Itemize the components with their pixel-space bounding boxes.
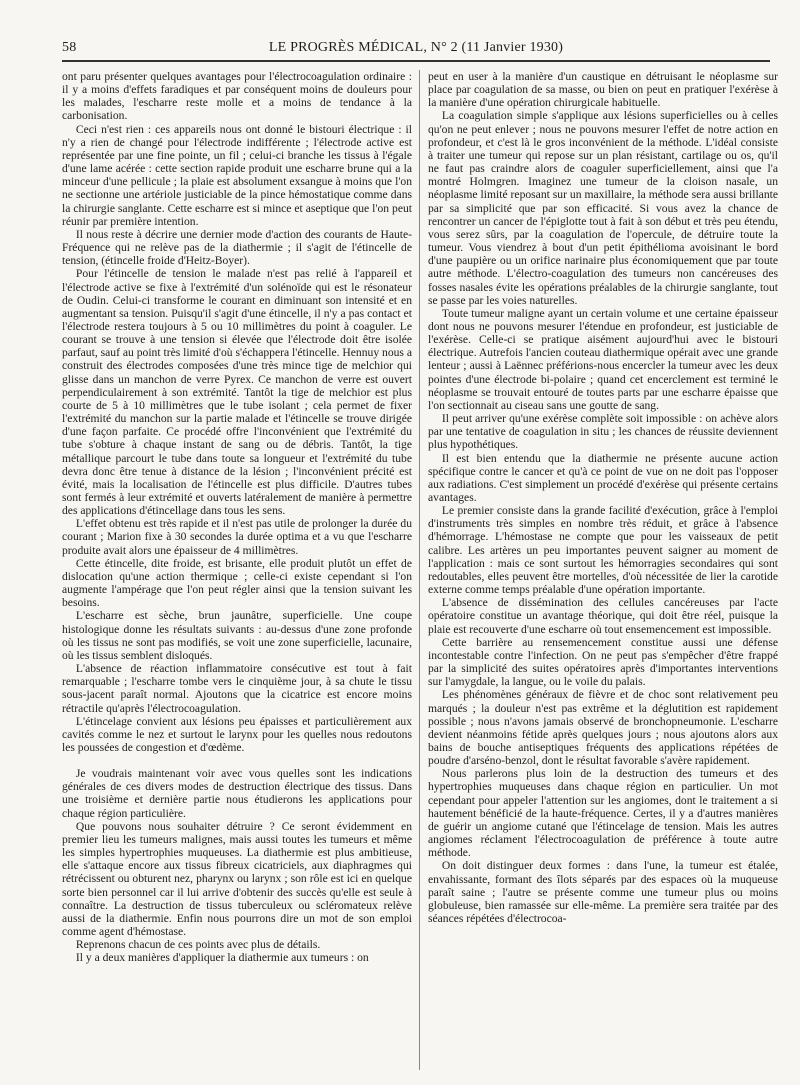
paragraph: Le premier consiste dans la grande facilité d'exécution, grâce à l'emploi d'instruments très simples en nombre très réduit, et grâce à l'absence d'hémorrage. L'hémostase ne compte que pour les vaisseaux de petit calibre. Les artères un peu importantes peuvent saigner au moment de l'application : mais ce sont surtout les hémorragies secondaires qui sont redoutables, elles peuvent être mortelles, d'où nécessitée de lier la carotide externe comme temps préalable d'une opération importante. bbox=[428, 504, 778, 597]
paragraph: peut en user à la manière d'un caustique en détruisant le néoplasme sur place par coagulation de sa masse, ou bien on peut en pratiquer l'exérèse à la manière d'une opération chirurgicale habituelle. bbox=[428, 70, 778, 110]
left-column bbox=[62, 70, 412, 964]
header-rule bbox=[62, 60, 770, 62]
paragraph: Nous parlerons plus loin de la destruction des tumeurs et des hypertrophies muqueuses dans chaque région en particulier. Un mot cependant pour appeler l'attention sur les angiomes, dont le traitement a si hautement bénéficié de la haute-fréquence. Certes, il y a d'autres manières de guérir un angiome cutané que l'étincelage de tension. Mais les autres angiomes réclament l'électrocoagulation de préférence à toute autre méthode. bbox=[428, 767, 778, 860]
paragraph: Cette barrière au rensemencement constitue aussi une défense incontestable contre l'infection. On ne peut pas s'empêcher d'être frappé par la simplicité des suites opératoires après d'importantes interventions sur l'amygdale, la langue, ou le voile du palais. bbox=[428, 635, 778, 689]
column-divider bbox=[419, 70, 420, 1070]
paragraph: L'étincelage convient aux lésions peu épaisses et particulièrement aux cavités comme le nez et surtout le larynx pour les quelles nous redoutons les poussées de congestion et d'œdème. bbox=[62, 714, 412, 754]
paragraph: Reprenons chacun de ces points avec plus de détails. bbox=[75, 938, 321, 952]
paragraph: L'escharre est sèche, brun jaunâtre, superficielle. Une coupe histologique donne les résultats suivants : au-dessus d'une zone profonde où les tissus ne sont pas modifiés, se voit une zone superficielle, lacunaire, où les tissus semblent disloqués. bbox=[62, 609, 412, 662]
running-header bbox=[62, 36, 770, 58]
paragraph: Pour l'étincelle de tension le malade n'est pas relié à l'appareil et l'électrode active se fixe à l'extrémité d'un solénoïde qui est le résonateur de Oudin. Celui-ci transforme le courant en diminuant son intensité et en augmentant sa tension. Puisqu'il s'agit d'une étincelle, il n'y a pas contact et l'électrode restera toujours à 5 ou 10 millimètres du point à coaguler. Le courant se trouve à une tension si élevée que l'électrode doit être isolée parfaut, sauf au point très limité d'où s'échappera l'étincelle. Hennuy nous a construit des électrodes composées d'une très mince tige de melchior qui glisse dans un manchon de verre Pyrex. Ce manchon de verre est ouvert perpendiculairement à son extrémité. Tantôt la tige de melchior est plus courte de 5 à 10 millimètres que le tube isolant ; cela permet de fixer l'extrémité du manchon sur la partie malade et l'étincelle se trouve dirigée d'une façon parfaite. Ce procédé offre l'inconvénient que l'extrémité du tube s'obture à chaque instant de sang ou de débris. Tantôt, la tige métallique parcourt le tube dans toute sa longueur et l'extrémité du tube devra donc être tenue à distance de la lésion ; l'inconvénient précité est évité, mais la localisation de l'étincelle est plus difficile. D'autres tubes sont fermés à leur extrémité et ouverts latéralement de manière à permettre des applications d'étincellage dans tous les sens. bbox=[62, 267, 412, 518]
paragraph: ont paru présenter quelques avantages pour l'électrocoagulation ordinaire : il y a moins d'effets faradiques et par conséquent moins de douleurs pour les malades, l'escharre reste molle et a moins de tendance à la carbonisation. bbox=[62, 70, 412, 123]
paragraph: Ceci n'est rien : ces appareils nous ont donné le bistouri électrique : il n'y a rien de changé pour l'électrode indifférente ; l'électrode active est représentée par une fine pointe, un fil ; celui-ci branche les tissus à l'égale d'une lame acérée : cette section rapide produit une escharre brune qui a la minceur d'une pellicule ; la plaie est absolument exsangue à moins que l'on ne sectionne une artériole justiciable de la pince hémostatique comme dans la chirurgie sanglante. Cette escharre est si mince et aseptique que l'on peut réunir par première intention. bbox=[62, 122, 412, 228]
paragraph: La coagulation simple s'applique aux lésions superficielles ou à celles qu'on ne peut enlever ; nous ne pouvons mesurer l'effet de notre action en profondeur, et c'est là le gros inconvénient de la méthode. L'idéal consiste à traiter une tumeur qui repose sur un plan résistant, cartilage ou os, qu'il ne faut pas craindre alors de coaguler superficiellement, ainsi que l'a montré Holmgren. Imaginez une tumeur de la cloison nasale, un néoplasme limité reposant sur un maxillaire, la méthode sera aussi brillante par sa simplicité que par son efficacité. Si vous avez la chance de rencontrer un cancer de l'épiglotte tout à fait à son début et très peu étendu, vous serez sûrs, par la coagulation de l'opercule, de détruire toute la tumeur. Vous viendrez à bout d'un petit épithélioma avoisinant le bord d'une paupière ou un orifice narinaire plus économiquement que par toute autre méthode. L'électro-coagulation des tumeurs non cancéreuses des fosses nasales évite les opérations préalables de la chirurgie sanglante, tout se passe par les voies naturelles. bbox=[428, 109, 778, 307]
paragraph: L'absence de réaction inflammatoire consécutive est tout à fait remarquable ; l'escharre tombe vers le cinquième jour, à sa chute le tissu sous-jacent paraît normal. Ajoutons que la cicatrice est encore moins rétractile qu'après l'électrocoagulation. bbox=[62, 662, 412, 715]
paragraph: Les phénomènes généraux de fièvre et de choc sont relativement peu marqués ; la douleur n'est pas extrême et la déglutition est rapidement possible ; nous n'avons jamais observé de bronchopneumonie. L'escharre devient néanmoins fétide après quelques jours ; nous ajoutons alors aux bains de bouche antiseptiques fréquents des applications répétées de poudre d'arséno-benzol, dont le résultat favorable s'avère rapidement. bbox=[428, 688, 778, 768]
paragraph: Il est bien entendu que la diathermie ne présente aucune action spécifique contre le cancer et qu'à ce point de vue on ne doit pas l'opposer aux radiations. C'est simplement un procédé d'exérèse qui présente certains avantages. bbox=[428, 451, 778, 504]
paragraph: Cette étincelle, dite froide, est brisante, elle produit plutôt un effet de dislocation qu'une action thermique ; celle-ci existe cependant si l'on augmente l'ampérage que l'on peut régler ainsi que la tension suivant les besoins. bbox=[62, 556, 412, 610]
paragraph: Il nous reste à décrire une dernier mode d'action des courants de Haute-Fréquence qui ne relève pas de la diathermie ; il s'agit de l'étincelle de tension, (étincelle froide d'Heitz-Boyer). bbox=[62, 227, 412, 268]
paragraph: On doit distinguer deux formes : dans l'une, la tumeur est étalée, envahissante, formant des îlots séparés par des espaces où la muqueuse paraît saine ; l'autre se présente comme une tumeur plus ou moins globuleuse, bien ramassée sur elle-même. La première sera traitée par des séances répétées d'électrocoa- bbox=[428, 859, 778, 925]
paragraph: Que pouvons nous souhaiter détruire ? Ce seront évidemment en premier lieu les tumeurs malignes, mais aussi toutes les tumeurs et même les simples hypertrophies muqueuses. La diathermie est plus ambitieuse, elle s'attaque encore aux tissus fibreux cicatriciels, aux diaphragmes qui rétrécissent ou obturent nez, pharynx ou larynx ; son rôle est ici en quelque sorte bien personnel car il lui arrive d'obtenir des succès qu'elle est seule à connaître. La destruction de tissus tuberculeux ou scléromateux relève aussi de la diathermie. Enfin nous pourrons dire un mot de son emploi comme agent d'hémostase. bbox=[62, 819, 412, 938]
right-column bbox=[428, 70, 778, 925]
paragraph: Il peut arriver qu'une exérèse complète soit impossible : on achève alors par une tentative de coagulation in situ ; les chances de réussite deviennent plus hypothétiques. bbox=[428, 412, 778, 452]
paragraph: Il y a deux manières d'appliquer la diathermie aux tumeurs : on bbox=[75, 951, 369, 965]
paragraph: Je voudrais maintenant voir avec vous quelles sont les indications générales de ces divers modes de destruction électrique des tissus. Dans une troisième et dernière partie nous étudierons les applications pour chaque région particulière. bbox=[62, 767, 412, 820]
paragraph: L'absence de dissémination des cellules cancéreuses par l'acte opératoire constitue un avantage théorique, qui doit être réel, puisque la plaie est recouverte d'une escharre où tout ensemencement est impossible. bbox=[428, 596, 778, 636]
page-number: 58 bbox=[62, 40, 77, 55]
running-title: LE PROGRÈS MÉDICAL, N° 2 (11 Janvier 1930) bbox=[268, 40, 564, 55]
paragraph: L'effet obtenu est très rapide et il n'est pas utile de prolonger la durée du courant ; Marion fixe à 30 secondes la durée optima et a vu que l'escharre produite avait alors une épaisseur de 4 millimètres. bbox=[62, 517, 412, 557]
paragraph: Toute tumeur maligne ayant un certain volume et une certaine épaisseur dont nous ne pouvons mesurer l'étendue en profondeur, est justiciable de l'exérèse. Celle-ci se pratique aisément aujourd'hui avec le bistouri électrique. Autrefois l'ancien couteau diathermique opérait avec une grande lenteur ; aussi à Laënnec préférions-nous encercler la tumeur avec les deux pointes d'une électrode bi-polaire ; quand cet encerclement est terminé le néoplasme se trouvait entouré de toutes parts par une escharre épaisse que l'on sectionnait au ciseau sans une goutte de sang. bbox=[428, 306, 778, 412]
